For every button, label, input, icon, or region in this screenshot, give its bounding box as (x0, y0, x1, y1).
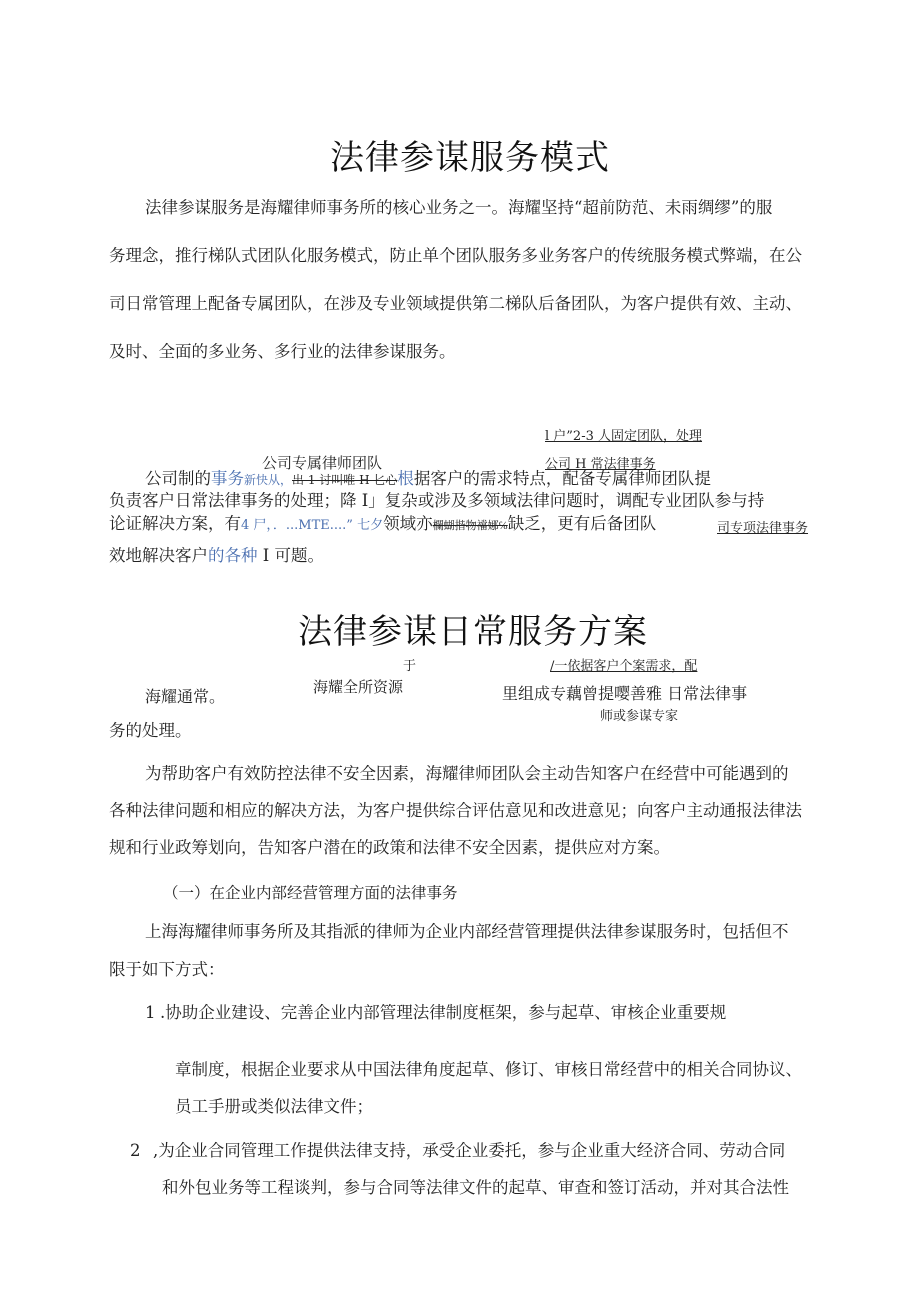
section-title: 法律参谋日常服务方案 (298, 612, 648, 652)
item-number-1: 1 (145, 1003, 156, 1022)
intro-line-4: 及时、全面的多业务、多行业的法律参谋服务。 (109, 342, 456, 361)
intro-line-3: 司日常管理上配备专属团队，在涉及专业领域提供第二梯队后备团队，为客户提供有效、主动、 (109, 294, 802, 313)
item-1-line-1: .协助企业建设、完善企业内部管理法律制度框架，参与起草、审核企业重要规 (160, 1003, 727, 1022)
special-affairs-label: 司专项法律事务 (717, 521, 809, 536)
diagram-para-line-2: 负责客户日常法律事务的处理；降 I」复杂或涉及多领域法律问题时，调配专业团队参与持 (109, 491, 765, 510)
team-fixed-label: l 户”2-3 人固定团队，处理 (545, 429, 703, 444)
intro-line-1: 法律参谋服务是海耀律师事务所的核心业务之一。海耀坚持“超前防范、未雨绸缪”的服 (145, 198, 773, 217)
all-resources-label: 海耀全所资源 (313, 678, 404, 696)
help-line-3: 规和行业政筹划向，告知客户潜在的政策和法律不安全因素，提供应对方案。 (109, 838, 670, 857)
diagram-para-line-3: 论证解决方案，有4 尸，．...MTE....” 七夕领域亦欄蝴揩物襠娜℅缺乏，更有后备团队 (109, 514, 657, 533)
item-2-line-2: 和外包业务等工程谈判，参与合同等法律文件的起草、审查和签订活动，并对其合法性 (162, 1178, 789, 1197)
page-title: 法律参谋服务模式 (330, 138, 610, 178)
plan-affairs: 务的处理。 (109, 721, 192, 740)
case-need-label: /一依据客户个案需求，配 (550, 659, 698, 674)
section-line-1: 上海海耀律师事务所及其指派的律师为企业内部经营管理提供法律参谋服务时，包括但不 (145, 922, 789, 941)
form-team-text: 里组成专藕曾提嘤善雅 日常法律事 (502, 684, 748, 703)
item-1-line-3: 员工手册或类似法律文件； (175, 1097, 373, 1116)
diagram-para-line-1: 公司制的事务新快从，出 1 讨叫唯 H 匕心根据客户的需求特点，配备专属律师团队提 (145, 469, 711, 488)
experts-label: 师或参谋专家 (600, 709, 679, 724)
dedicated-team-label: 公司专属律师团队 (262, 454, 383, 472)
item-number-2: 2 (130, 1141, 141, 1160)
help-line-2: 各种法律问题和相应的解决方法，为客户提供综合评估意见和改进意见；向客户主动通报法律法 (109, 801, 802, 820)
section-line-2: 限于如下方式： (109, 960, 225, 979)
item-2-line-1: ,为企业合同管理工作提供法律支持，承受企业委托，参与企业重大经济合同、劳动合同 (153, 1141, 786, 1160)
daily-affairs-label: 公司 H 常法律事务 (545, 457, 656, 472)
haiyao-usual: 海耀通常。 (145, 687, 226, 706)
plan-yu: 于 (403, 659, 417, 674)
item-1-line-2: 章制度，根据企业要求从中国法律角度起草、修订、审核日常经营中的相关合同协议、 (175, 1060, 802, 1079)
intro-line-2: 务理念，推行梯队式团队化服务模式，防止单个团队服务多业务客户的传统服务模式弊端，在公 (109, 246, 802, 265)
section-heading: （一）在企业内部经营管理方面的法律事务 (163, 884, 458, 902)
diagram-para-line-4: 效地解决客户的各种 I 可题。 (109, 546, 325, 565)
help-line-1: 为帮助客户有效防控法律不安全因素，海耀律师团队会主动告知客户在经营中可能遇到的 (145, 764, 789, 783)
